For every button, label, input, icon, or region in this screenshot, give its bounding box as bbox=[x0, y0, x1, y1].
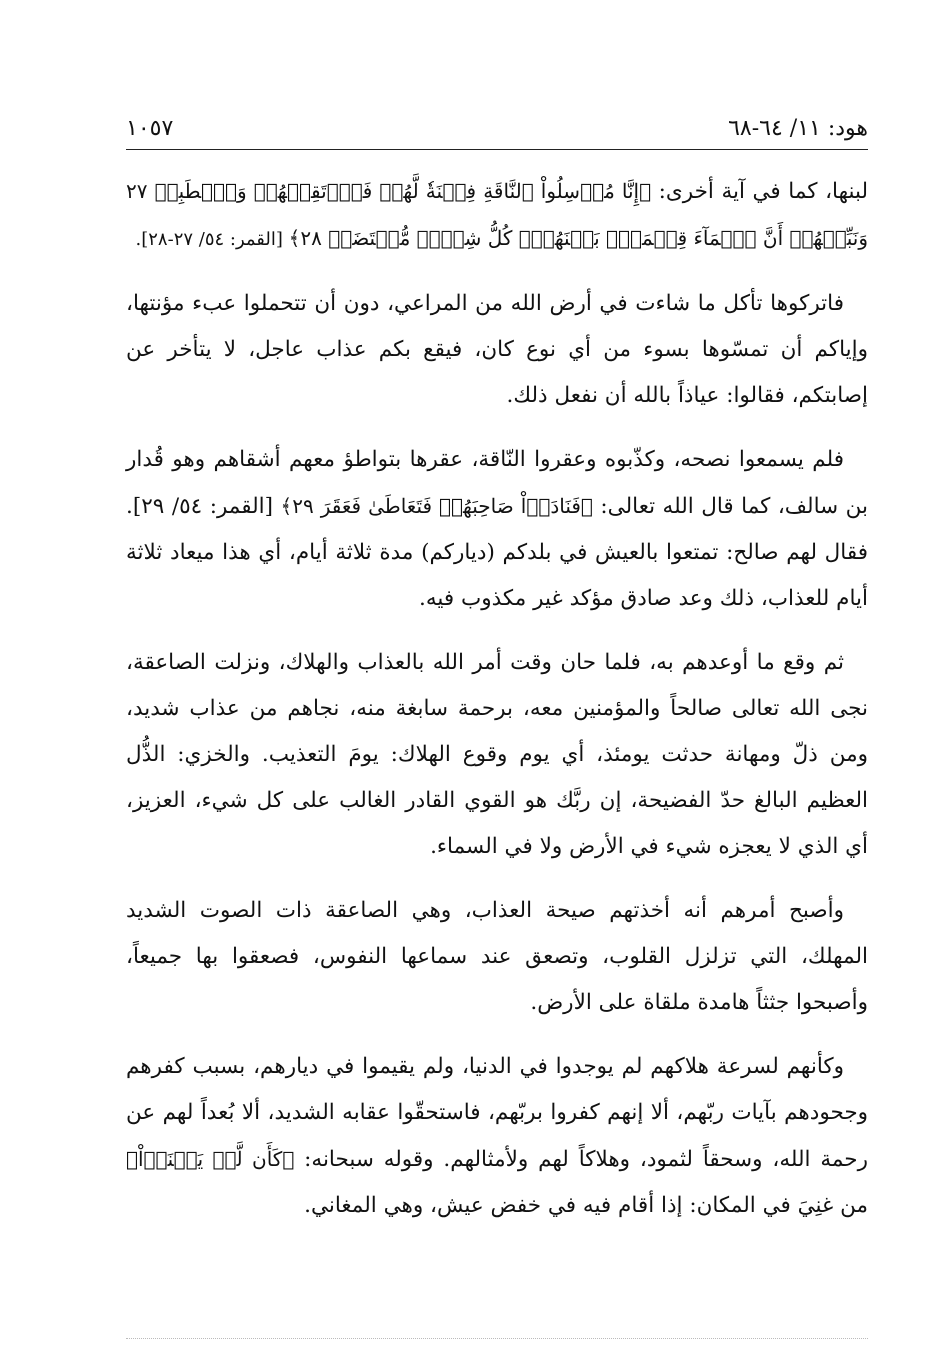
paragraph-text: فاتركوها تأكل ما شاءت في أرض الله من المراعي، دون أن تتحملوا عبء مؤنتها، وإياكم أن تمسّوها بسوء من أي نوع كان، فيقع بكم عذاب عاجل، لا يتأخر عن إصابتكم، فقالوا: عياذاً بالله أن نفعل ذلك. bbox=[126, 291, 868, 408]
paragraph-text: وأصبح أمرهم أنه أخذتهم صيحة العذاب، وهي الصاعقة ذات الصوت الشديد المهلك، التي تزلزل القلوب، وتصعق عند سماعها النفوس، فصعقوا بها جميعاً، وأصبحوا جثثاً هامدة ملقاة على الأرض. bbox=[126, 898, 868, 1015]
paragraph-4 bbox=[126, 640, 868, 870]
paragraph-text: وكأنهم لسرعة هلاكهم لم يوجدوا في الدنيا، ولم يقيموا في ديارهم، بسبب كفرهم وجحودهم بآيات ربّهم، ألا إنهم كفروا بربّهم، فاستحقّوا عقابه الشديد، ألا بُعداً لهم عن رحمة الله، وسحقاً لثمود، وهلاكاً لهم ولأمثالهم. وقوله سبحانه: bbox=[126, 1054, 868, 1172]
paragraph-2 bbox=[126, 281, 868, 419]
paragraph-text: لبنها، كما في آية أخرى: bbox=[651, 179, 869, 204]
paragraph-text: فلم يسمعوا نصحه، وكذّبوه وعقروا النّاقة، عقرها بتواطؤ معهم أشقاهم وهو قُدار بن سالف، كما قال الله تعالى: bbox=[126, 447, 869, 519]
scan-edge-marks bbox=[126, 1338, 868, 1339]
quran-verse: ﴿فَنَادَوۡاْ صَاحِبَهُمۡ فَتَعَاطَىٰ فَعَقَرَ ٢٩﴾ bbox=[280, 494, 593, 518]
paragraph-text-continued: من غنِيَ في المكان: إذا أقام فيه في خفض عيش، وهي المغاني. bbox=[304, 1193, 868, 1218]
page-body bbox=[126, 168, 868, 1247]
page-header bbox=[126, 110, 868, 146]
header-divider bbox=[126, 149, 868, 150]
paragraph-1 bbox=[126, 168, 868, 263]
surah-reference: هود: ١١/ ٦٤-٦٨ bbox=[728, 115, 868, 141]
quran-verse: ﴿إِنَّا مُرۡسِلُواْ ٱلنَّاقَةِ فِتۡنَةٗ لَّهُمۡ فَٱرۡتَقِبۡهُمۡ وَٱصۡطَبِرۡ ٢٧ وَنَبِّئۡهُمۡ أَنَّ ٱلۡمَآءَ قِسۡمَةُۢ بَيۡنَهُمۡۖ كُلُّ شِرۡبٖ مُّحۡتَضَرٞ ٢٨﴾ bbox=[126, 179, 868, 250]
paragraph-text-continued: [القمر: ٥٤/ ٢٩]. فقال لهم صالح: تمتعوا بالعيش في بلدكم (دياركم) مدة ثلاثة أيام، أي هذا ميعاد ثلاثة أيام للعذاب، ذلك وعد صادق مؤكد غير مكذوب فيه. bbox=[126, 494, 868, 611]
paragraph-text: ثم وقع ما أوعدهم به، فلما حان وقت أمر الله بالعذاب والهلاك، ونزلت الصاعقة، نجى الله تعالى صالحاً والمؤمنين معه، برحمة سابغة منه، نجاهم من عذاب شديد، ومن ذلّ ومهانة حدثت يومئذ، أي يوم وقوع الهلاك: يومَ التعذيب. والخزي: الذُّل العظيم البالغ حدّ الفضيحة، إن ربَّك هو القوي القادر الغالب على كل شيء، العزيز، أي الذي لا يعجزه شيء في الأرض ولا في السماء. bbox=[126, 650, 868, 859]
paragraph-3 bbox=[126, 437, 868, 622]
verse-citation: [القمر: ٥٤/ ٢٧-٢٨]. bbox=[135, 229, 289, 250]
paragraph-5 bbox=[126, 888, 868, 1026]
page-number: ١٠٥٧ bbox=[126, 115, 174, 141]
paragraph-6 bbox=[126, 1044, 868, 1229]
quran-verse: ﴿كَأَن لَّمۡ يَغۡنَوۡاْ﴾ bbox=[126, 1147, 295, 1171]
